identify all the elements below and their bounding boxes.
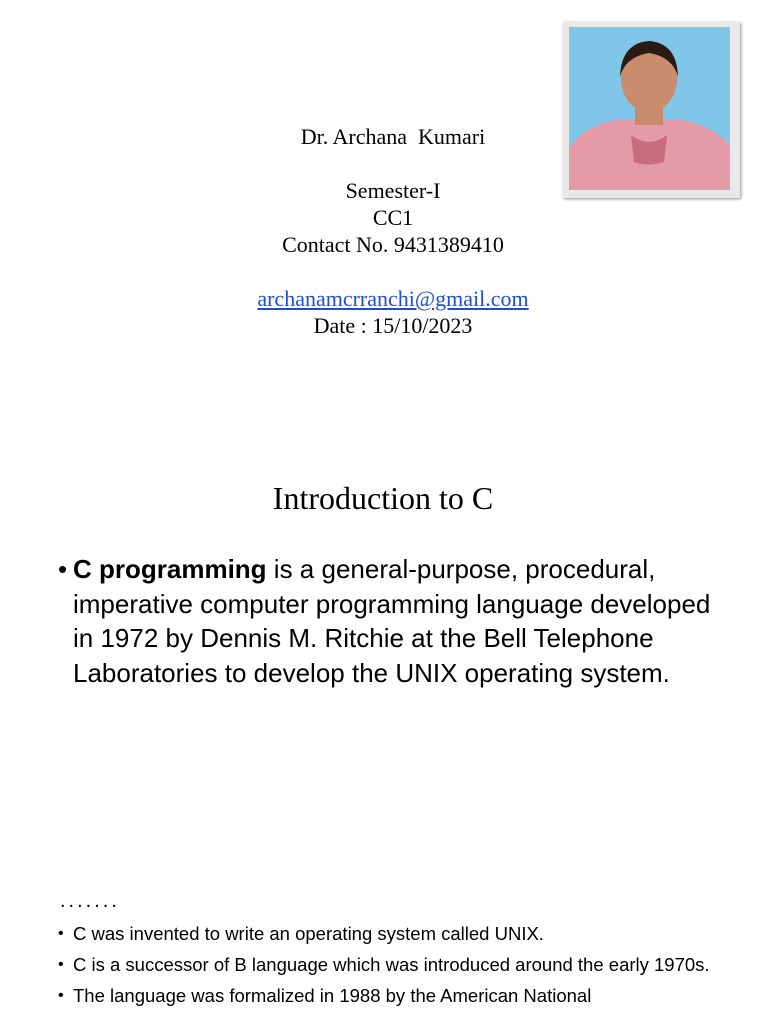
list-item bbox=[58, 984, 738, 1008]
bullet-bold-term: C programming bbox=[73, 554, 267, 584]
list-item-text: C was invented to write an operating system called UNIX. bbox=[73, 923, 544, 944]
history-list bbox=[58, 922, 738, 1015]
bullet-body: is a general-purpose, procedural, imperative computer programming language developed in 1972 by Dennis M. Ritchie at the Bell Telephone Laboratories to develop the UNIX operating system. bbox=[73, 554, 711, 688]
email-link[interactable]: archanamcrranchi@gmail.com bbox=[257, 286, 529, 311]
contact-number: Contact No. 9431389410 bbox=[282, 232, 504, 257]
bullet-icon: • bbox=[58, 925, 64, 942]
slide-title: Introduction to C bbox=[272, 480, 494, 516]
list-item bbox=[58, 953, 738, 977]
list-item-text: The language was formalized in 1988 by the American National bbox=[73, 985, 592, 1006]
history-slide bbox=[0, 870, 768, 1024]
main-bullet bbox=[58, 552, 718, 690]
list-item-text: C is a successor of B language which was introduced around the early 1970s. bbox=[73, 954, 710, 975]
date-label: Date : 15/10/2023 bbox=[313, 313, 473, 338]
course-code: CC1 bbox=[372, 205, 414, 230]
intro-slide bbox=[0, 440, 768, 870]
author-name: Dr. Archana Kumari bbox=[300, 124, 486, 149]
title-slide bbox=[0, 0, 768, 440]
list-item bbox=[58, 922, 738, 946]
bullet-icon: • bbox=[58, 987, 64, 1004]
bullet-icon: • bbox=[58, 956, 64, 973]
semester-label: Semester-I bbox=[345, 178, 441, 203]
ellipsis-heading: ....... bbox=[60, 890, 120, 912]
bullet-text bbox=[58, 552, 718, 690]
author-info bbox=[0, 123, 768, 339]
bullet-icon: • bbox=[58, 554, 68, 584]
